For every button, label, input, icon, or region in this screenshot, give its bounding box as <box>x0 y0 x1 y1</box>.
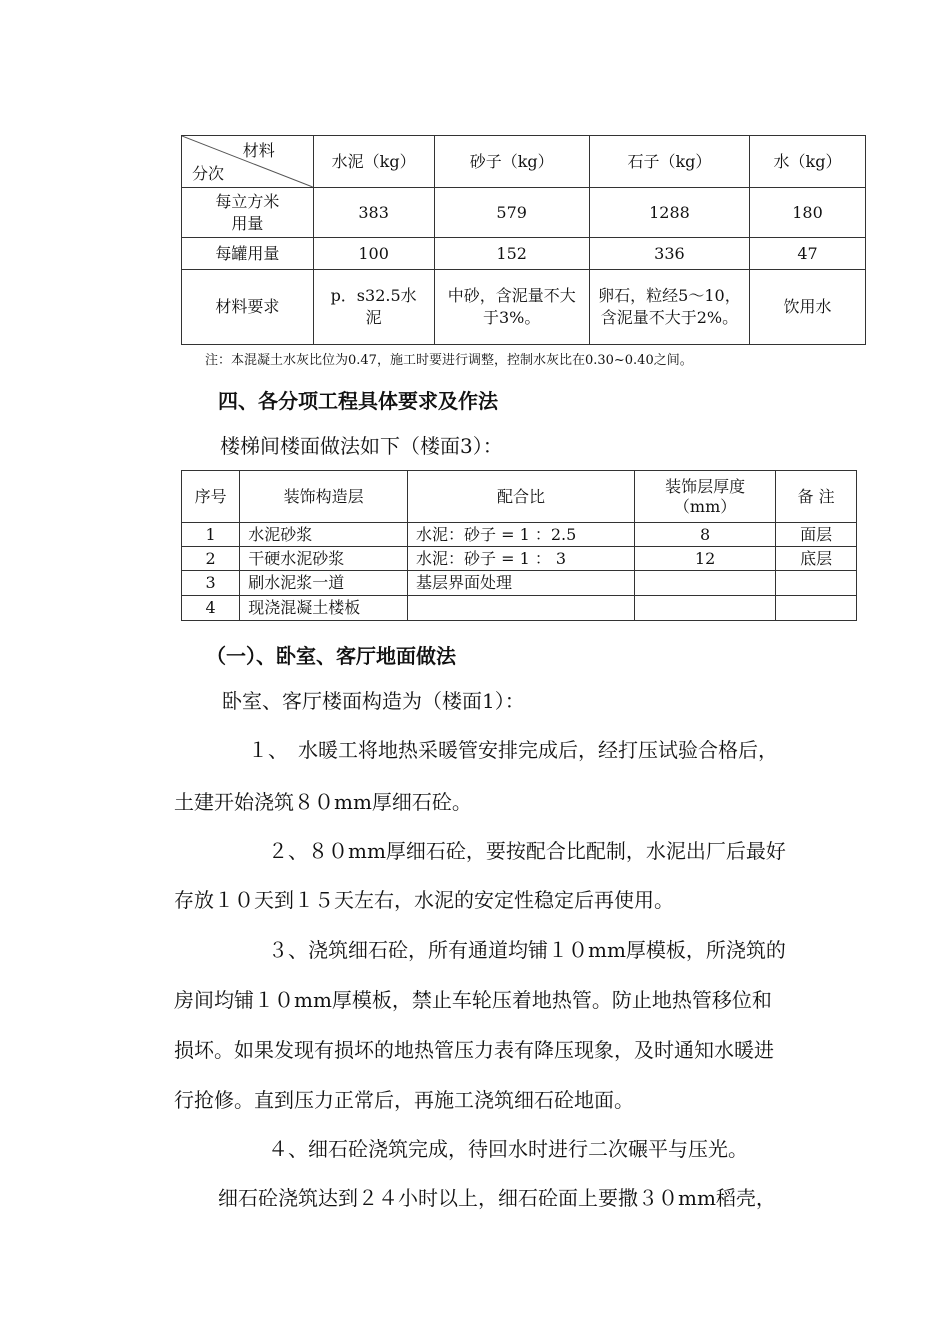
column-header: 水（kg） <box>750 136 866 188</box>
subsection-heading: （一）、卧室、客厅地面做法 <box>206 644 456 668</box>
mix-proportion-table <box>181 135 866 345</box>
table-cell: 基层界面处理 <box>408 571 635 596</box>
column-header: 水泥（kg） <box>313 136 434 188</box>
table-cell: p．s32.5水泥 <box>313 270 434 345</box>
table-row <box>182 571 857 596</box>
table-cell: 饮用水 <box>750 270 866 345</box>
table-cell: 现浇混凝土楼板 <box>240 596 408 621</box>
table-row <box>182 547 857 571</box>
table-cell: 水泥：砂子 = 1 ：2.5 <box>408 523 635 547</box>
body-line: 房间均铺１０mm厚模板，禁止车轮压着地热管。防止地热管移位和 <box>174 988 772 1012</box>
bedroom-floor-intro: 卧室、客厅楼面构造为（楼面1）： <box>222 689 525 713</box>
table-corner-header <box>182 136 314 188</box>
body-line: 存放１０天到１５天左右，水泥的安定性稳定后再使用。 <box>174 888 674 912</box>
row-label: 每立方米用量 <box>182 188 314 238</box>
section-heading: 四、各分项工程具体要求及作法 <box>218 389 498 413</box>
body-line: 行抢修。直到压力正常后，再施工浇筑细石砼地面。 <box>174 1088 634 1112</box>
table-row <box>182 238 866 270</box>
column-header: 备 注 <box>776 471 857 523</box>
stair-floor-intro: 楼梯间楼面做法如下（楼面3）： <box>220 434 503 458</box>
body-line: 土建开始浇筑８０mm厚细石砼。 <box>174 790 472 814</box>
table-cell: 8 <box>635 523 776 547</box>
table-cell: 1 <box>182 523 240 547</box>
row-label: 材料要求 <box>182 270 314 345</box>
table-cell: 1288 <box>589 188 749 238</box>
table-cell: 152 <box>434 238 589 270</box>
table-cell: 12 <box>635 547 776 571</box>
table-cell: 水泥：砂子 = 1 ： 3 <box>408 547 635 571</box>
table-row <box>182 188 866 238</box>
table-cell: 47 <box>750 238 866 270</box>
table-row <box>182 596 857 621</box>
corner-bottom-label: 分次 <box>192 164 225 183</box>
table-cell: 2 <box>182 547 240 571</box>
table-cell: 底层 <box>776 547 857 571</box>
table-cell <box>776 596 857 621</box>
table-cell: 336 <box>589 238 749 270</box>
table-cell: 中砂，含泥量不大于3%。 <box>434 270 589 345</box>
column-header: 装饰层厚度（mm） <box>635 471 776 523</box>
table-row <box>182 523 857 547</box>
table-cell: 100 <box>313 238 434 270</box>
body-line: 细石砼浇筑达到２４小时以上，细石砼面上要撒３０mm稻壳， <box>218 1186 776 1210</box>
column-header: 装饰构造层 <box>240 471 408 523</box>
table-cell: 卵石，粒经5～10，含泥量不大于2%。 <box>589 270 749 345</box>
table-cell: 4 <box>182 596 240 621</box>
table-cell <box>776 571 857 596</box>
table-cell: 180 <box>750 188 866 238</box>
table-cell <box>635 571 776 596</box>
column-header: 砂子（kg） <box>434 136 589 188</box>
table-cell: 干硬水泥砂浆 <box>240 547 408 571</box>
corner-top-label: 材料 <box>242 141 275 160</box>
table-cell: 383 <box>313 188 434 238</box>
table-cell: 579 <box>434 188 589 238</box>
table-row <box>182 270 866 345</box>
table-cell: 刷水泥浆一道 <box>240 571 408 596</box>
body-line: １、 水暖工将地热采暖管安排完成后，经打压试验合格后， <box>248 738 778 762</box>
row-label: 每罐用量 <box>182 238 314 270</box>
body-line: 损坏。如果发现有损坏的地热管压力表有降压现象，及时通知水暖进 <box>174 1038 774 1062</box>
body-line: ２、８０mm厚细石砼，要按配合比配制，水泥出厂后最好 <box>268 839 786 863</box>
table-cell: 3 <box>182 571 240 596</box>
table-cell <box>408 596 635 621</box>
table-cell <box>635 596 776 621</box>
table-cell: 水泥砂浆 <box>240 523 408 547</box>
column-header: 石子（kg） <box>589 136 749 188</box>
floor-layer-table <box>181 470 857 621</box>
body-line: ３、浇筑细石砼，所有通道均铺１０mm厚模板，所浇筑的 <box>268 938 786 962</box>
body-line: ４、细石砼浇筑完成，待回水时进行二次碾平与压光。 <box>268 1137 748 1161</box>
table-cell: 面层 <box>776 523 857 547</box>
table-note: 注：本混凝土水灰比位为0.47，施工时要进行调整，控制水灰比在0.30~0.40之间。 <box>205 353 693 368</box>
column-header: 配合比 <box>408 471 635 523</box>
column-header: 序号 <box>182 471 240 523</box>
